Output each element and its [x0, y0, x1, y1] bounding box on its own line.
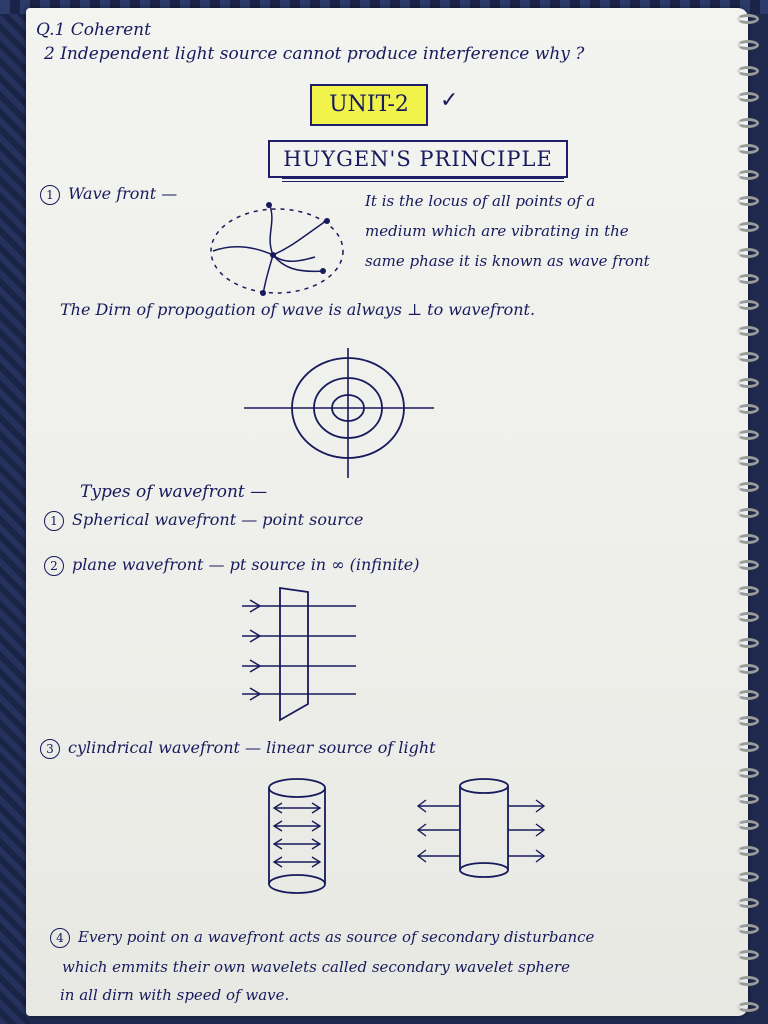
wavefront-random-rays-diagram [205, 195, 355, 300]
binding-ring [737, 508, 759, 518]
binding-ring [737, 326, 759, 336]
type-cylindrical-source: — linear source of light [245, 738, 436, 757]
binding-ring [737, 898, 759, 908]
types-title: Types of wavefront — [80, 482, 268, 502]
note4-line-1-text: Every point on a wavefront acts as source of secondary disturbance [78, 928, 595, 946]
plane-wavefront-diagram [236, 586, 361, 722]
binding-ring [737, 378, 759, 388]
binding-ring [737, 456, 759, 466]
binding-ring [737, 222, 759, 232]
heading-underline [282, 178, 564, 182]
binding-ring [737, 638, 759, 648]
binding-ring [737, 742, 759, 752]
binding-ring [737, 820, 759, 830]
binding-ring [737, 352, 759, 362]
binding-ring [737, 404, 759, 414]
direction-note: The Dirn of propogation of wave is always ⊥ to wavefront. [60, 300, 536, 319]
binding-ring [737, 300, 759, 310]
type-plane [44, 555, 420, 576]
type-spherical-name: Spherical wavefront [72, 510, 237, 529]
type-plane-source: — pt source in ∞ (infinite) [208, 555, 420, 574]
definition-line-1: It is the locus of all points of a [365, 192, 596, 210]
type-cylindrical [40, 738, 436, 759]
binding-ring [737, 430, 759, 440]
binding-ring [737, 144, 759, 154]
wavefront-label [40, 184, 177, 205]
principle-heading: HUYGEN'S PRINCIPLE [268, 140, 568, 178]
binding-ring [737, 976, 759, 986]
binding-ring [737, 40, 759, 50]
binding-ring [737, 274, 759, 284]
binding-ring [737, 482, 759, 492]
binding-ring [737, 794, 759, 804]
binding-ring [737, 66, 759, 76]
type-cylindrical-name: cylindrical wavefront [68, 738, 240, 757]
circle-number-2: 2 [44, 556, 64, 576]
circle-number-4: 4 [50, 928, 70, 948]
binding-ring [737, 560, 759, 570]
cylindrical-wavefront-diagram-right [414, 776, 548, 880]
binding-ring [737, 1002, 759, 1012]
circle-number-1: 1 [40, 185, 60, 205]
check-mark-icon: ✓ [440, 88, 459, 113]
circle-number-1: 1 [44, 511, 64, 531]
definition-line-2: medium which are vibrating in the [365, 222, 629, 240]
wavefront-label-text: Wave front — [68, 184, 178, 203]
binding-ring [737, 92, 759, 102]
spiral-binding [735, 0, 768, 1024]
binding-ring [737, 846, 759, 856]
type-plane-name: plane wavefront [72, 555, 204, 574]
definition-line-3: same phase it is known as wave front [365, 252, 650, 270]
binding-ring [737, 950, 759, 960]
binding-ring [737, 534, 759, 544]
binding-ring [737, 612, 759, 622]
circle-number-3: 3 [40, 739, 60, 759]
note4-line-2: which emmits their own wavelets called secondary wavelet sphere [62, 958, 570, 976]
question-2: 2 Independent light source cannot produce interference why ? [44, 44, 585, 64]
type-spherical [44, 510, 363, 531]
note4-line-1 [50, 928, 594, 948]
unit-title: UNIT-2 [310, 84, 428, 126]
binding-ring [737, 248, 759, 258]
binding-ring [737, 170, 759, 180]
binding-ring [737, 196, 759, 206]
binding-ring [737, 924, 759, 934]
binding-ring [737, 872, 759, 882]
note4-line-3: in all dirn with speed of wave. [60, 986, 290, 1004]
binding-ring [737, 690, 759, 700]
type-spherical-source: — point source [241, 510, 364, 529]
question-1: Q.1 Coherent [36, 20, 151, 40]
binding-ring [737, 586, 759, 596]
spherical-wavefront-diagram [244, 348, 434, 478]
binding-ring [737, 118, 759, 128]
cylindrical-wavefront-diagram-left [262, 776, 332, 898]
binding-ring [737, 14, 759, 24]
binding-ring [737, 716, 759, 726]
binding-ring [737, 664, 759, 674]
binding-ring [737, 768, 759, 778]
